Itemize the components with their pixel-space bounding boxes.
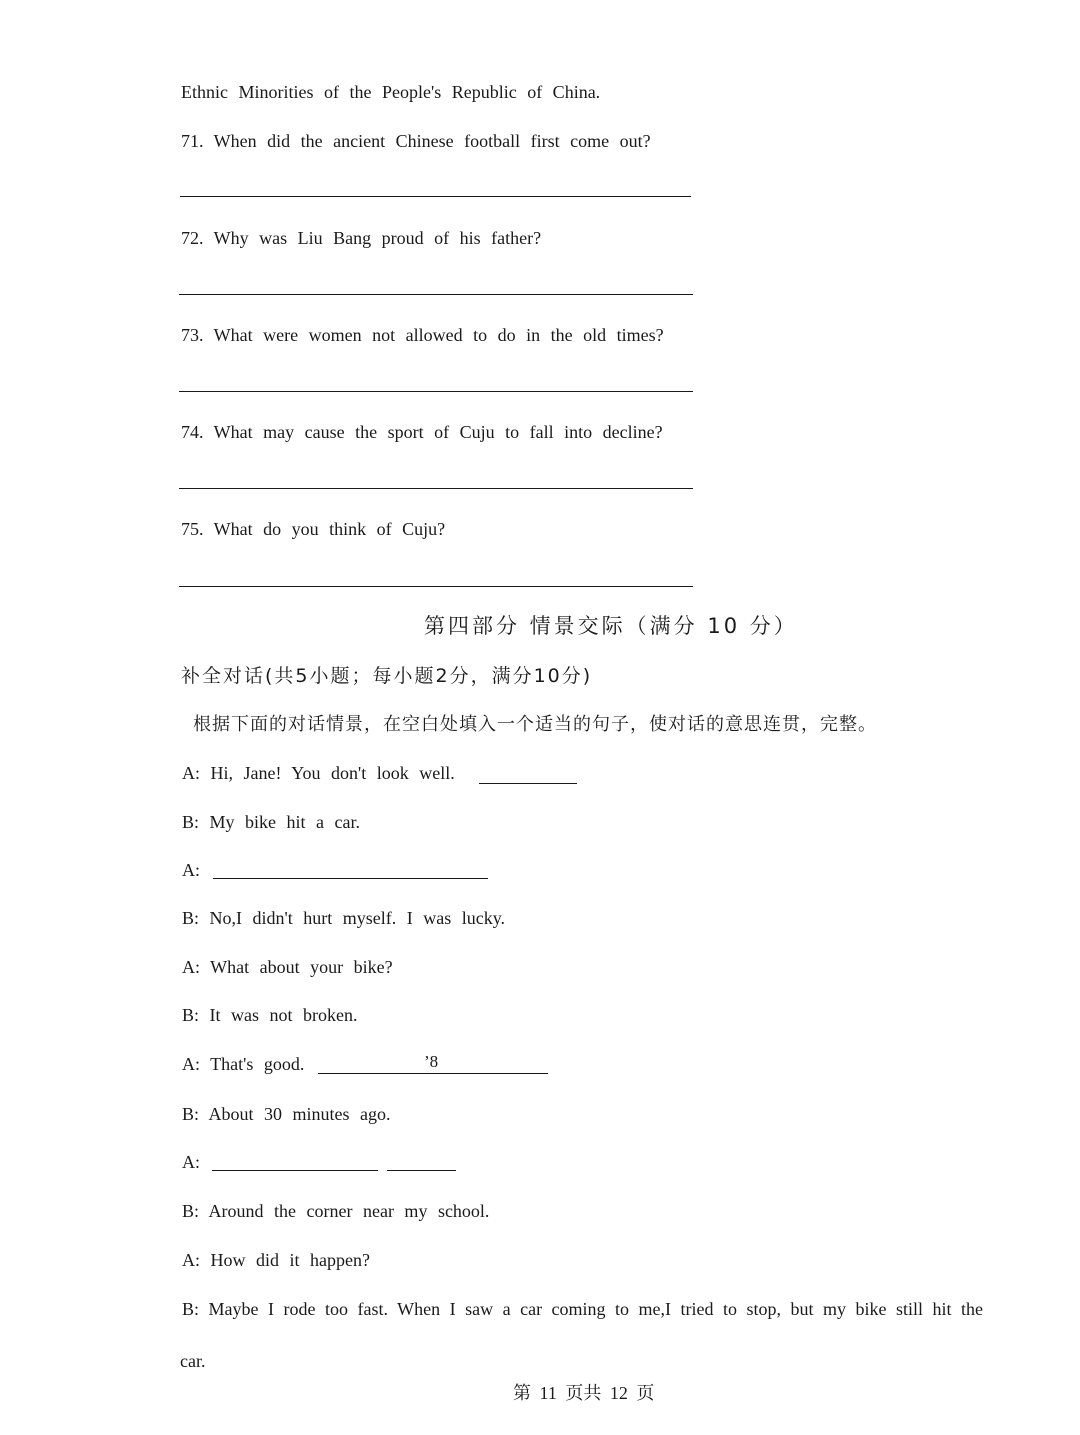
stray-mark: ’8 <box>424 1052 439 1071</box>
blank-2[interactable] <box>213 878 488 879</box>
dialogue-line-8: B: About 30 minutes ago. <box>182 1104 391 1124</box>
dialogue-line-3: A: <box>182 860 200 880</box>
dialogue-line-7: A: That's good. <box>182 1054 305 1074</box>
dialogue-line-12: B: Maybe I rode too fast. When I saw a car coming to me,I tried to stop, but my bike still hit the <box>182 1299 984 1319</box>
answer-line-74[interactable] <box>179 488 693 489</box>
answer-line-72[interactable] <box>179 294 693 295</box>
passage-tail: Ethnic Minorities of the People's Republic of China. <box>181 82 601 102</box>
dialogue-line-9: A: <box>182 1152 200 1172</box>
question-75: 75. What do you think of Cuju? <box>181 519 446 539</box>
dialogue-line-5: A: What about your bike? <box>182 957 393 977</box>
dialogue-line-11: A: How did it happen? <box>182 1250 370 1270</box>
question-73: 73. What were women not allowed to do in the old times? <box>181 325 664 345</box>
page-footer: 第 11 页共 12 页 <box>513 1383 655 1403</box>
question-74: 74. What may cause the sport of Cuju to fall into decline? <box>181 422 663 442</box>
answer-line-71[interactable] <box>180 196 691 197</box>
dialogue-line-2: B: My bike hit a car. <box>182 812 360 832</box>
blank-1[interactable] <box>479 783 577 784</box>
dialogue-line-1: A: Hi, Jane! You don't look well. <box>182 763 455 783</box>
dialogue-line-6: B: It was not broken. <box>182 1005 358 1025</box>
answer-line-73[interactable] <box>179 391 693 392</box>
answer-line-75[interactable] <box>179 586 693 587</box>
dialogue-line-4: B: No,I didn't hurt myself. I was lucky. <box>182 908 506 928</box>
dialogue-line-13: car. <box>180 1351 206 1371</box>
blank-3[interactable] <box>318 1073 548 1074</box>
section-subtitle: 补全对话(共5小题；每小题2分，满分10分) <box>181 665 593 687</box>
question-72: 72. Why was Liu Bang proud of his father? <box>181 228 542 248</box>
section-instruction: 根据下面的对话情景，在空白处填入一个适当的句子，使对话的意思连贯，完整。 <box>193 714 877 735</box>
blank-4a[interactable] <box>212 1170 378 1171</box>
section-title: 第四部分 情景交际（满分 10 分） <box>424 614 798 638</box>
question-71: 71. When did the ancient Chinese football first come out? <box>181 131 651 151</box>
dialogue-line-10: B: Around the corner near my school. <box>182 1201 490 1221</box>
blank-4b[interactable] <box>387 1170 456 1171</box>
